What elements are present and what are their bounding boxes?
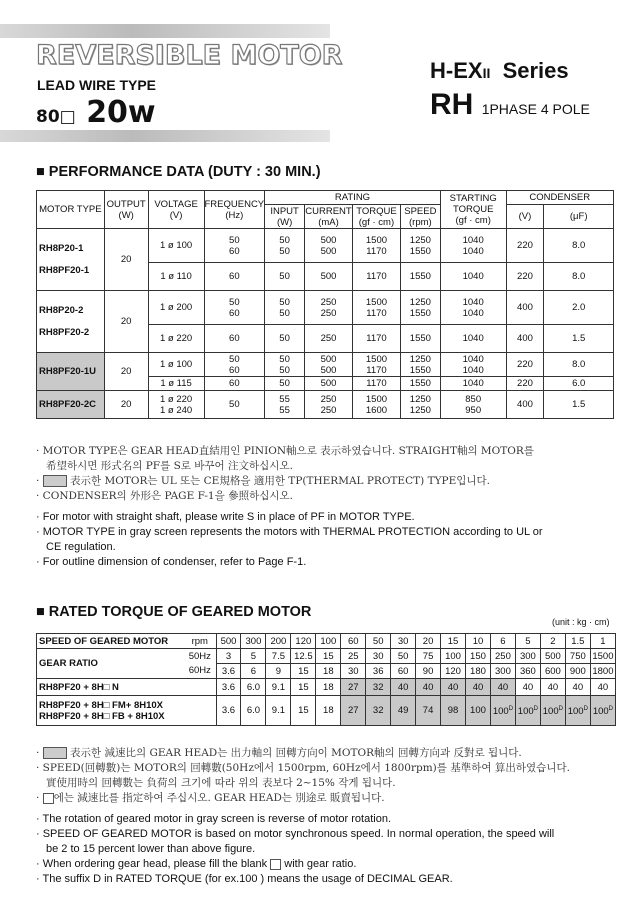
value-cell: 6 (490, 634, 515, 649)
decimal-suffix: D (508, 705, 514, 712)
value-cell: 40 (391, 679, 416, 696)
value-cell: 300 (241, 634, 266, 649)
output-cell: 20 (104, 291, 148, 353)
note2-en-2: · SPEED OF GEARED MOTOR is based on motor synchronous speed. In normal operation, the speed will (36, 828, 555, 840)
input-cell: 50 (265, 377, 305, 391)
value-cell: 120 (441, 664, 466, 679)
value-cell: 40 (565, 679, 590, 696)
page-title: REVERSIBLE MOTOR (36, 40, 343, 71)
current-cell: 250 250 (305, 391, 353, 419)
input-cell: 50 (265, 325, 305, 353)
freq-cell: 50 60 (204, 291, 265, 325)
value-cell: 15 (291, 696, 316, 726)
th-cond-v: (V) (506, 205, 544, 229)
note-en-2: · MOTOR TYPE in gray screen represents the motors with THERMAL PROTECTION according to UL or (36, 526, 543, 538)
blank-box-icon (270, 859, 281, 870)
value-cell: 15 (291, 664, 316, 679)
current-cell: 500 (305, 263, 353, 291)
value-cell: 18 (316, 664, 341, 679)
note2-kor-3: · 에는 減速比를 指定하여 주십시오. GEAR HEAD는 別途로 販賣됩니다. (36, 792, 385, 804)
value-cell: 100 (441, 649, 466, 664)
series-roman: II (482, 65, 491, 81)
cond-v-cell: 400 (506, 291, 544, 325)
note-kor-1b: 希望하시면 形式名의 PF를 S로 바꾸어 注文하십시오. (46, 460, 293, 472)
starting-cell: 1040 1040 (440, 291, 506, 325)
note2-kor-2b: 實使用時의 回轉數는 負荷의 크기에 따라 위의 表보다 2~15% 작게 됩니다. (46, 777, 396, 789)
value-cell: 18 (316, 679, 341, 696)
input-cell: 50 (265, 263, 305, 291)
speed-label: SPEED OF GEARED MOTOR (37, 634, 185, 649)
th-current: CURRENT (mA) (305, 205, 352, 228)
current-cell: 250 250 (305, 291, 353, 325)
unit-label: (unit : kg · cm) (552, 617, 610, 627)
value-cell: $100^D$ (565, 696, 590, 726)
note2-kor-1: · 表示한 減速比의 GEAR HEAD는 出力軸의 回轉方向이 MOTOR軸의 回轉方向과 反對로 됩니다. (36, 747, 522, 759)
value-cell: 100 (316, 634, 341, 649)
phase-label: 1PHASE 4 POLE (481, 101, 590, 117)
value-cell: 250 (490, 649, 515, 664)
value-cell: 500 (216, 634, 241, 649)
performance-heading: ■ PERFORMANCE DATA (DUTY : 30 MIN.) (36, 164, 321, 180)
gear-ratio-label: GEAR RATIO (37, 649, 185, 679)
value-cell: 30 (366, 649, 391, 664)
freq-cell: 50 (204, 391, 265, 419)
cond-v-cell: 220 (506, 229, 544, 263)
series-prefix: H-EX (430, 58, 483, 83)
speed-row (37, 634, 616, 649)
value-cell: 150 (466, 649, 491, 664)
value-cell: 7.5 (266, 649, 291, 664)
value-cell: 75 (416, 649, 441, 664)
value-cell: 1500 (590, 649, 615, 664)
value-cell: 300 (490, 664, 515, 679)
input-cell: 50 50 (265, 291, 305, 325)
value-cell: 2 (540, 634, 565, 649)
current-cell: 500 (305, 377, 353, 391)
value-cell: 3.6 (216, 664, 241, 679)
torque-fm-label: RH8PF20 + 8H□ FM+ 8H10X RH8PF20 + 8H□ FB + 8H10X (37, 696, 217, 726)
current-cell: 500 500 (305, 353, 353, 377)
torque-cell: 1500 1170 (353, 229, 401, 263)
geared-table (36, 633, 616, 726)
cond-v-cell: 220 (506, 377, 544, 391)
hz50-label: 50Hz (184, 649, 216, 664)
value-cell: $100^D$ (540, 696, 565, 726)
note2-en-1: · The rotation of geared motor in gray screen is reverse of motor rotation. (36, 813, 392, 825)
th-cond-uf: (μF) (544, 205, 614, 229)
value-cell: 30 (341, 664, 366, 679)
th-condenser: CONDENSER (506, 191, 613, 205)
value-cell: 3.6 (216, 696, 241, 726)
value-cell: 40 (441, 679, 466, 696)
value-cell: 32 (366, 679, 391, 696)
ratio-50-row (37, 649, 616, 664)
value-cell: 1800 (590, 664, 615, 679)
value-cell: 1 (590, 634, 615, 649)
cond-v-cell: 400 (506, 391, 544, 419)
th-rating: RATING (265, 191, 441, 205)
torque-n-label: RH8PF20 + 8H□ N (37, 679, 217, 696)
th-frequency: FREQUENCY (Hz) (204, 191, 265, 229)
voltage-cell: 1 ø 115 (148, 377, 204, 391)
speed-cell: 1550 (400, 377, 440, 391)
input-cell: 55 55 (265, 391, 305, 419)
lead-wire-type: LEAD WIRE TYPE (37, 77, 157, 93)
value-cell: 27 (341, 696, 366, 726)
note-en-3: · For outline dimension of condenser, refer to Page F-1. (36, 556, 307, 568)
power-rating: 20w (86, 95, 156, 130)
value-cell: 32 (366, 696, 391, 726)
value-cell: 40 (416, 679, 441, 696)
hz60-label: 60Hz (184, 664, 216, 679)
cond-uf-cell: 1.5 (544, 391, 614, 419)
value-cell: 18 (316, 696, 341, 726)
note-kor-2: · 表示한 MOTOR는 UL 또는 CE規格을 適用한 TP(THERMAL PROTECT) TYPE입니다. (36, 475, 491, 487)
value-cell: 500 (540, 649, 565, 664)
series-word: Series (502, 58, 569, 83)
freq-cell: 50 60 (204, 353, 265, 377)
header-gradient-bar-top (0, 24, 330, 38)
cond-uf-cell: 1.5 (544, 325, 614, 353)
torque-cell: 1500 1170 (353, 353, 401, 377)
value-cell: 50 (391, 649, 416, 664)
freq-cell: 60 (204, 377, 265, 391)
value-cell: 120 (291, 634, 316, 649)
value-cell: 200 (266, 634, 291, 649)
value-cell: 6.0 (241, 696, 266, 726)
input-cell: 50 50 (265, 229, 305, 263)
value-cell: 60 (391, 664, 416, 679)
value-cell: 36 (366, 664, 391, 679)
torque-cell: 1170 (353, 263, 401, 291)
value-cell: $100^D$ (515, 696, 540, 726)
value-cell: 9.1 (266, 696, 291, 726)
input-cell: 50 50 (265, 353, 305, 377)
value-cell: 100 (466, 696, 491, 726)
blank-box-icon (43, 793, 54, 804)
motor-type-cell: RH8PF20-2C (37, 391, 105, 419)
table-row (37, 353, 614, 377)
model-name: RH (430, 88, 474, 121)
value-cell: 27 (341, 679, 366, 696)
value-cell: 15 (316, 649, 341, 664)
table-row (37, 391, 614, 419)
starting-cell: 1040 (440, 263, 506, 291)
speed-cell: 1250 1550 (400, 229, 440, 263)
cond-v-cell: 400 (506, 325, 544, 353)
value-cell: 9 (266, 664, 291, 679)
performance-table (36, 190, 614, 419)
value-cell: 300 (515, 649, 540, 664)
value-cell: 1.5 (565, 634, 590, 649)
note2-en-4: · The suffix D in RATED TORQUE (for ex.100 ) means the usage of DECIMAL GEAR. (36, 873, 453, 885)
value-cell: 30 (391, 634, 416, 649)
value-cell: 9.1 (266, 679, 291, 696)
torque-row-fm (37, 696, 616, 726)
value-cell: 15 (291, 679, 316, 696)
starting-cell: 1040 1040 (440, 229, 506, 263)
speed-cell: 1550 (400, 263, 440, 291)
motor-type-cell: RH8P20-2 RH8PF20-2 (37, 291, 105, 353)
value-cell: 40 (590, 679, 615, 696)
value-cell: $100^D$ (490, 696, 515, 726)
output-cell: 20 (104, 229, 148, 291)
table-row (37, 229, 614, 263)
value-cell: 40 (466, 679, 491, 696)
frame-size: 80 (36, 107, 60, 127)
value-cell: 50 (366, 634, 391, 649)
header-gradient-bar-bottom (0, 130, 330, 142)
freq-cell: 60 (204, 263, 265, 291)
value-cell: 360 (515, 664, 540, 679)
value-cell: 3.6 (216, 679, 241, 696)
torque-cell: 1500 1170 (353, 291, 401, 325)
note2-en-3: · When ordering gear head, please fill the blank with gear ratio. (36, 858, 357, 870)
note2-kor-2: · SPEED(回轉數)는 MOTOR의 回轉數(50Hz에서 1500rpm, 60Hz에서 1800rpm)를 基準하여 算出하였습니다. (36, 762, 570, 774)
th-starting-torque: STARTING TORQUE (gf · cm) (440, 191, 506, 229)
th-speed: SPEED (rpm) (400, 205, 440, 229)
value-cell: 750 (565, 649, 590, 664)
voltage-cell: 1 ø 100 (148, 229, 204, 263)
notes-performance (36, 444, 543, 570)
voltage-cell: 1 ø 220 1 ø 240 (148, 391, 204, 419)
value-cell: 12.5 (291, 649, 316, 664)
note-kor-1: · MOTOR TYPE은 GEAR HEAD直結用인 PINION軸으로 表示하였습니다. STRAIGHT軸의 MOTOR를 (36, 445, 534, 457)
decimal-suffix: D (608, 705, 614, 712)
decimal-suffix: D (583, 705, 588, 712)
gray-box-icon (43, 475, 67, 487)
speed-cell: 1250 1550 (400, 353, 440, 377)
voltage-cell: 1 ø 200 (148, 291, 204, 325)
series-line (430, 58, 569, 84)
value-cell: $100^D$ (590, 696, 615, 726)
value-cell: 98 (441, 696, 466, 726)
note2-en-2b: be 2 to 15 percent lower than above figure. (46, 843, 256, 855)
value-cell: 74 (416, 696, 441, 726)
cond-uf-cell: 8.0 (544, 353, 614, 377)
value-cell: 40 (515, 679, 540, 696)
value-cell: 900 (565, 664, 590, 679)
decimal-suffix: D (533, 705, 538, 712)
value-cell: 5 (515, 634, 540, 649)
note-en-2b: CE regulation. (46, 541, 116, 553)
current-cell: 250 (305, 325, 353, 353)
th-input: INPUT (W) (265, 205, 305, 229)
notes-geared (36, 746, 570, 887)
value-cell: 40 (490, 679, 515, 696)
value-cell: 5 (241, 649, 266, 664)
frame-power (36, 95, 156, 130)
value-cell: 600 (540, 664, 565, 679)
frame-square-icon: □ (59, 107, 76, 127)
rpm-label: rpm (184, 634, 216, 649)
torque-cell: 1170 (353, 377, 401, 391)
th-motor-type: MOTOR TYPE (37, 191, 105, 229)
value-cell: 6 (241, 664, 266, 679)
voltage-cell: 1 ø 100 (148, 353, 204, 377)
note-kor-3: · CONDENSER의 外形은 PAGE F-1을 參照하십시오. (36, 490, 294, 502)
note-en-1: · For motor with straight shaft, please write S in place of PF in MOTOR TYPE. (36, 511, 415, 523)
value-cell: 90 (416, 664, 441, 679)
value-cell: 180 (466, 664, 491, 679)
value-cell: 3 (216, 649, 241, 664)
cond-uf-cell: 2.0 (544, 291, 614, 325)
starting-cell: 1040 (440, 325, 506, 353)
value-cell: 49 (391, 696, 416, 726)
freq-cell: 60 (204, 325, 265, 353)
model-line (430, 88, 590, 122)
motor-type-cell: RH8P20-1 RH8PF20-1 (37, 229, 105, 291)
torque-row-n (37, 679, 616, 696)
value-cell: 60 (341, 634, 366, 649)
current-cell: 500 500 (305, 229, 353, 263)
cond-v-cell: 220 (506, 353, 544, 377)
value-cell: 20 (416, 634, 441, 649)
gray-box-icon (43, 747, 67, 759)
value-cell: 15 (441, 634, 466, 649)
speed-cell: 1550 (400, 325, 440, 353)
speed-cell: 1250 1250 (400, 391, 440, 419)
voltage-cell: 1 ø 220 (148, 325, 204, 353)
th-voltage: VOLTAGE (V) (148, 191, 204, 229)
voltage-cell: 1 ø 110 (148, 263, 204, 291)
motor-type-cell: RH8PF20-1U (37, 353, 105, 391)
freq-cell: 50 60 (204, 229, 265, 263)
torque-cell: 1170 (353, 325, 401, 353)
starting-cell: 1040 (440, 377, 506, 391)
output-cell: 20 (104, 353, 148, 391)
decimal-suffix: D (558, 705, 563, 712)
value-cell: 6.0 (241, 679, 266, 696)
cond-uf-cell: 8.0 (544, 263, 614, 291)
geared-heading: ■ RATED TORQUE OF GEARED MOTOR (36, 604, 312, 620)
starting-cell: 1040 1040 (440, 353, 506, 377)
value-cell: 25 (341, 649, 366, 664)
cond-v-cell: 220 (506, 263, 544, 291)
cond-uf-cell: 8.0 (544, 229, 614, 263)
th-output: OUTPUT (W) (104, 191, 148, 229)
th-torque: TORQUE (gf · cm) (353, 205, 401, 229)
speed-cell: 1250 1550 (400, 291, 440, 325)
output-cell: 20 (104, 391, 148, 419)
value-cell: 40 (540, 679, 565, 696)
table-row (37, 291, 614, 325)
torque-cell: 1500 1600 (353, 391, 401, 419)
starting-cell: 850 950 (440, 391, 506, 419)
cond-uf-cell: 6.0 (544, 377, 614, 391)
value-cell: 10 (466, 634, 491, 649)
